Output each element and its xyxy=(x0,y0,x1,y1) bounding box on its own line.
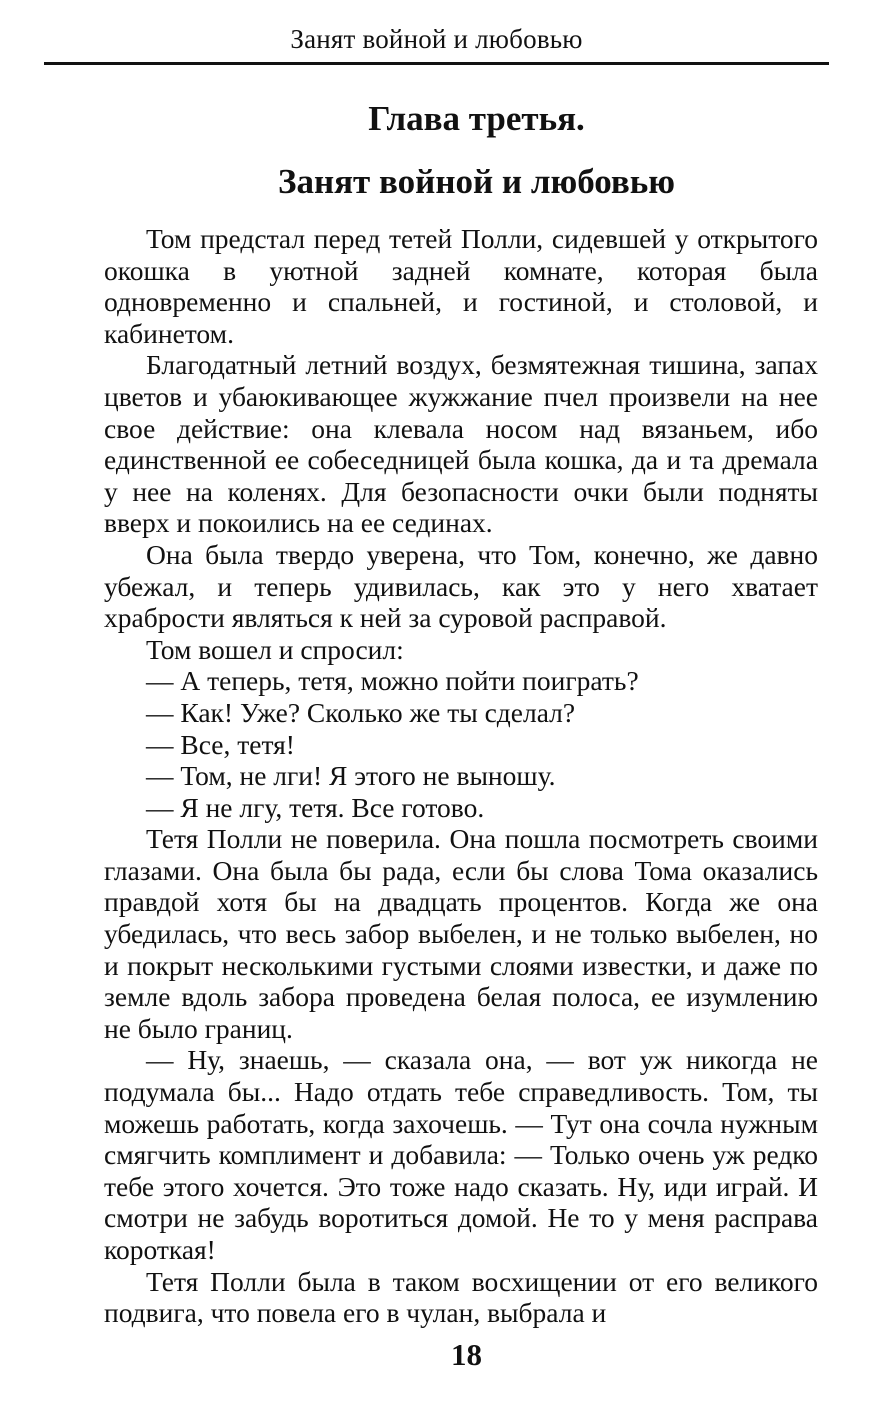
paragraph: — Ну, знаешь, — сказала она, — вот уж никогда не подумала бы... Надо отдать тебе справедливость. Том, ты можешь работать, когда захочешь. — Тут она сочла нужным смягчить комплимент и добавила: — Только очень уж редко тебе этого хочется. Это тоже надо сказать. Ну, иди играй. И смотри не забудь воротиться домой. Не то у меня расправа короткая! xyxy=(104,1044,818,1265)
paragraph: Тетя Полли не поверила. Она пошла посмотреть своими глазами. Она была бы рада, если бы слова Тома оказались правдой хотя бы на двадцать процентов. Когда же она убедилась, что весь забор выбелен, и не только выбелен, но и покрыт несколькими густыми слоями известки, и даже по земле вдоль забора проведена белая полоса, ее изумлению не было границ. xyxy=(104,823,818,1044)
chapter-title: Занят войной и любовью xyxy=(277,162,676,201)
paragraph: Тетя Полли была в таком восхищении от его великого подвига, что повела его в чулан, выбрала и xyxy=(104,1265,818,1329)
chapter-number: Глава третья. xyxy=(368,99,585,138)
page-number: 18 xyxy=(451,1337,482,1372)
paragraph: Том вошел и спросил: xyxy=(146,633,404,665)
paragraph: Она была твердо уверена, что Том, конечно, же давно убежал, и теперь удивилась, как это у него хватает храбрости являться к ней за суровой расправой. xyxy=(104,538,818,634)
header-rule xyxy=(44,62,829,65)
dialogue-line: — Том, не лги! Я этого не выношу. xyxy=(146,760,556,792)
dialogue-line: — Я не лгу, тетя. Все готово. xyxy=(146,791,485,823)
paragraph: Благодатный летний воздух, безмятежная тишина, запах цветов и убаюкивающее жужжание пчел произвели на нее свое действие: она клевала носом над вязаньем, ибо единственной ее собеседницей была кошка, да и та дремала у нее на коленях. Для безопасности очки были подняты вверх и покоились на ее сединах. xyxy=(104,349,818,539)
dialogue-line: — Как! Уже? Сколько же ты сделал? xyxy=(146,696,576,728)
running-header: Занят войной и любовью xyxy=(290,24,583,54)
paragraph: Том предстал перед тетей Полли, сидевшей у открытого окошка в уютной задней комнате, которая была одновременно и спальней, и гостиной, и столовой, и кабинетом. xyxy=(104,223,818,349)
body-text xyxy=(104,223,818,1329)
dialogue-line: — Все, тетя! xyxy=(146,728,295,760)
dialogue-line: — А теперь, тетя, можно пойти поиграть? xyxy=(146,665,639,697)
